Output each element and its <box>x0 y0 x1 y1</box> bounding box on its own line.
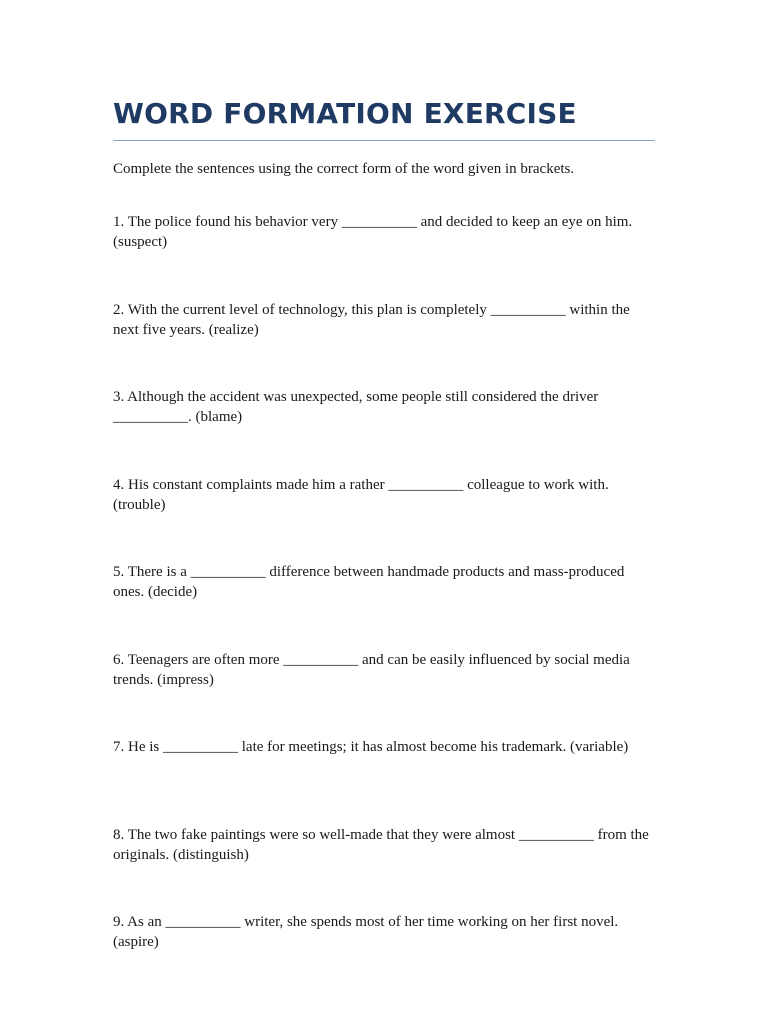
question-item: 8. The two fake paintings were so well-made that they were almost __________ from the originals. (distinguish) <box>113 826 649 863</box>
page-title: WORD FORMATION EXERCISE <box>113 96 655 141</box>
document-page <box>113 96 655 1000</box>
instructions-text: Complete the sentences using the correct form of the word given in brackets. <box>113 161 575 177</box>
question-item: 2. With the current level of technology, this plan is completely __________ within the next five years. (realize) <box>113 301 630 338</box>
question-item: 7. He is __________ late for meetings; it has almost become his trademark. (variable) <box>113 739 629 755</box>
question-item: 6. Teenagers are often more __________ and can be easily influenced by social media trends. (impress) <box>113 651 630 688</box>
question-item: 5. There is a __________ difference between handmade products and mass-produced ones. (decide) <box>113 564 625 600</box>
question-item: 4. His constant complaints made him a rather __________ colleague to work with. (trouble) <box>113 476 609 513</box>
question-item: 9. As an __________ writer, she spends most of her time working on her first novel. (aspire) <box>113 914 619 950</box>
question-item: 3. Although the accident was unexpected, some people still considered the driver __________. (blame) <box>113 389 599 425</box>
question-item: 1. The police found his behavior very __________ and decided to keep an eye on him. (suspect) <box>113 214 633 250</box>
question-list <box>113 212 655 1000</box>
